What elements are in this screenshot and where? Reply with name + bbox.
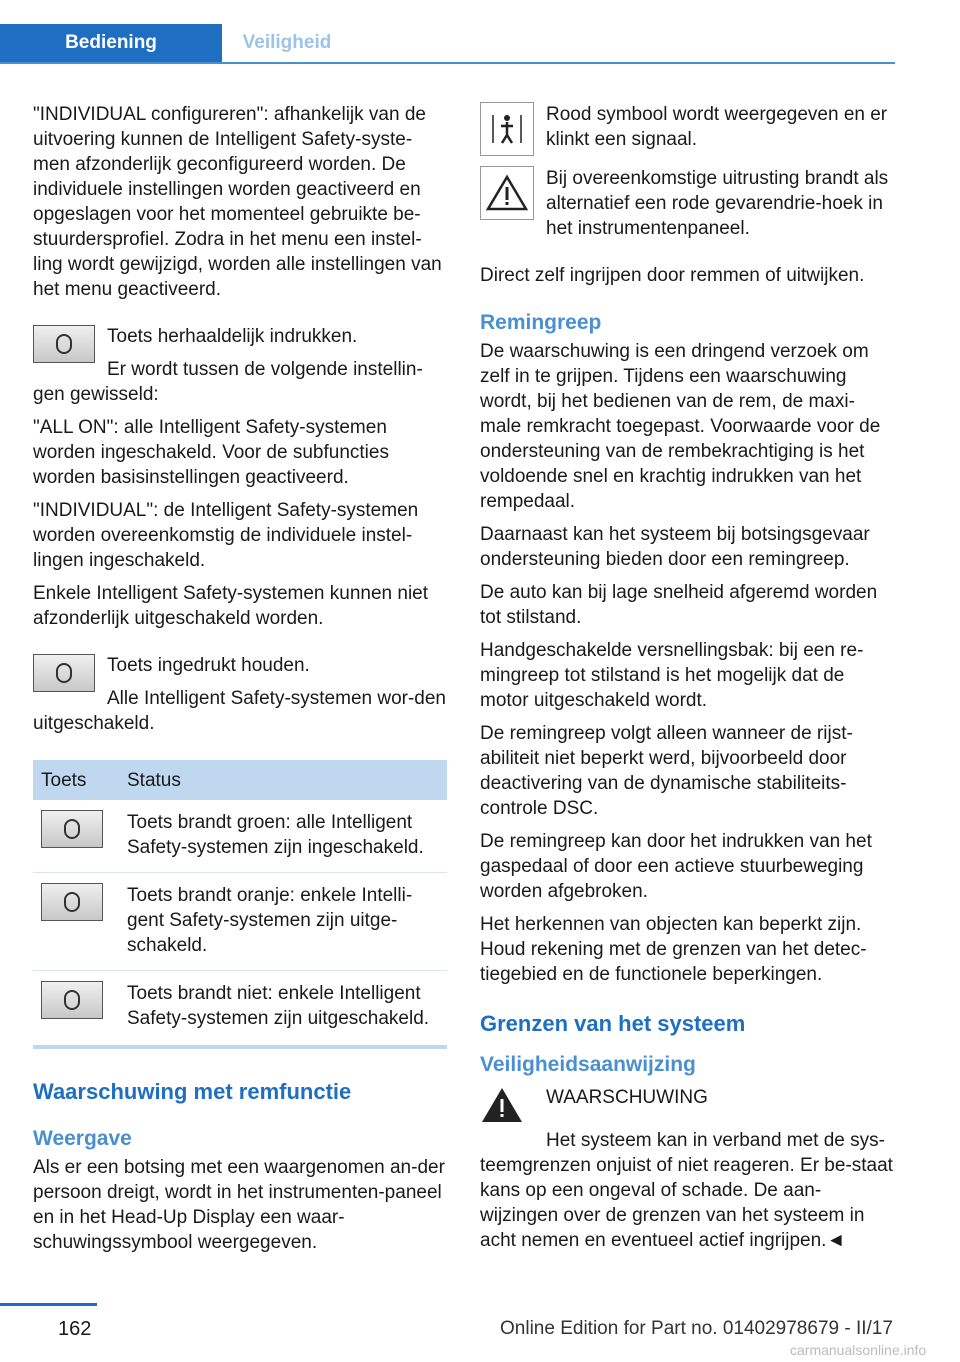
braking-text: Het herkennen van objecten kan beperkt zijn. Houd rekening met de grenzen van het detec-tiegebied en de functionele beperkingen. [480, 914, 867, 985]
braking-text: De waarschuwing is een dringend verzoek om zelf in te grijpen. Tijdens een waarschuwing wordt, bij het bedienen van de rem, de maxi-male remkracht toegepast. Voorwaarde voor de ondersteuning van de rembekrachtiging is het voldoende snel en krachtig indrukken van het rempedaal. [480, 341, 881, 512]
safety-button-icon [41, 810, 103, 848]
subheading-braking: Remingreep [480, 311, 602, 334]
watermark: carmanualsonline.info [790, 1342, 927, 1358]
section-heading-limits: Grenzen van het systeem [480, 1011, 746, 1036]
tab-bediening[interactable]: Bediening [0, 24, 222, 62]
warning-triangle-icon [480, 1085, 534, 1132]
status-table [33, 760, 447, 1043]
left-column [33, 102, 447, 1263]
safety-button-icon [41, 981, 103, 1019]
braking-text: Handgeschakelde versnellingsbak: bij een re-mingreep tot stilstand is het mogelijk dat de motor uitgeschakeld wordt. [480, 640, 864, 711]
table-row [33, 873, 447, 971]
edition-text: Online Edition for Part no. 01402978679 - II/17 [500, 1318, 893, 1339]
all-on-text: "ALL ON": alle Intelligent Safety-systemen worden ingeschakeld. Voor de subfuncties worden basisinstellingen geactiveerd. [33, 417, 389, 488]
pedestrian-warning-icon [480, 102, 534, 156]
footer-line [0, 1303, 97, 1306]
direct-action-text: Direct zelf ingrijpen door remmen of uitwijken. [480, 265, 865, 286]
warning-text: Het systeem kan in verband met de sys-teemgrenzen onjuist of niet reageren. Er be-staat kans op een ongeval of schade. De aan-wijzingen over de grenzen van het systeem in acht nemen en eventueel actief ingrijpen.◄ [480, 1130, 893, 1251]
status-cell: Toets brandt niet: enkele Intelligent Safety-systemen zijn uitgeschakeld. [127, 983, 430, 1029]
subheading-safety: Veiligheidsaanwijzing [480, 1053, 696, 1076]
header-tabs [0, 24, 895, 64]
status-cell: Toets brandt oranje: enkele Intelli-gent Safety-systemen zijn uitge-schakeld. [119, 873, 447, 971]
braking-text: Daarnaast kan het systeem bij botsingsgevaar ondersteuning bieden door een remingreep. [480, 524, 870, 570]
braking-text: De remingreep kan door het indrukken van het gaspedaal of door een actieve stuurbeweging worden afgebroken. [480, 831, 872, 902]
safety-button-icon [41, 883, 103, 921]
tab-veiligheid[interactable]: Veiligheid [242, 32, 332, 53]
warning-title: WAARSCHUWING [546, 1087, 708, 1108]
warning-triangle-icon [480, 166, 534, 220]
warning-row [480, 1085, 895, 1132]
table-row [33, 971, 447, 1044]
subheading-display: Weergave [33, 1127, 132, 1150]
press-repeat-text: Toets herhaaldelijk indrukken. [107, 326, 358, 347]
safety-button-icon [33, 654, 95, 692]
individual-text: "INDIVIDUAL": de Intelligent Safety-systemen worden overeenkomstig de individuele instel-lingen ingeschakeld. [33, 500, 419, 571]
table-row [33, 800, 447, 873]
individual-config-text: "INDIVIDUAL configureren": afhankelijk van de uitvoering kunnen de Intelligent Safety-syste-men afzonderlijk geconfigureerd worden. De individuele instellingen worden geactiveerd en opgeslagen voor het momenteel gebruikte be-stuurdersprofiel. Zodra in het menu een instel-ling wordt gewijzigd, worden alle instellingen van het menu geactiveerd. [33, 104, 442, 300]
status-cell: Toets brandt groen: alle Intelligent Safety-systemen zijn ingeschakeld. [119, 800, 447, 873]
hold-detail: Alle Intelligent Safety-systemen wor-den uitgeschakeld. [33, 688, 446, 734]
braking-text: De auto kan bij lage snelheid afgeremd worden tot stilstand. [480, 582, 878, 628]
triangle-text: Bij overeenkomstige uitrusting brandt als alternatief een rode gevarendrie-hoek in het instrumentenpaneel. [546, 168, 889, 239]
press-repeat-detail: Er wordt tussen de volgende instellin-gen gewisseld: [33, 359, 423, 405]
page-number: 162 [58, 1318, 92, 1340]
red-symbol-text: Rood symbool wordt weergegeven en er klinkt een signaal. [546, 104, 888, 150]
red-symbol-row [480, 102, 895, 160]
hold-text: Toets ingedrukt houden. [107, 655, 310, 676]
table-divider [33, 1045, 447, 1049]
some-off-text: Enkele Intelligent Safety-systemen kunnen niet afzonderlijk uitgeschakeld worden. [33, 583, 429, 629]
safety-button-icon [33, 325, 95, 363]
column-header-key: Toets [33, 760, 119, 800]
section-heading-warning: Waarschuwing met remfunctie [33, 1079, 352, 1104]
column-header-status: Status [119, 760, 447, 800]
braking-text: De remingreep volgt alleen wanneer de rijst-abiliteit niet beperkt werd, bijvoorbeeld door deactivering van de dynamische stabiliteits-controle DSC. [480, 723, 853, 819]
display-text: Als er een botsing met een waargenomen an-der persoon dreigt, wordt in het instrumenten-paneel en in het Head-Up Display een waar-schuwingssymbool weergegeven. [33, 1157, 445, 1253]
right-column [480, 102, 895, 1261]
triangle-row [480, 166, 895, 249]
